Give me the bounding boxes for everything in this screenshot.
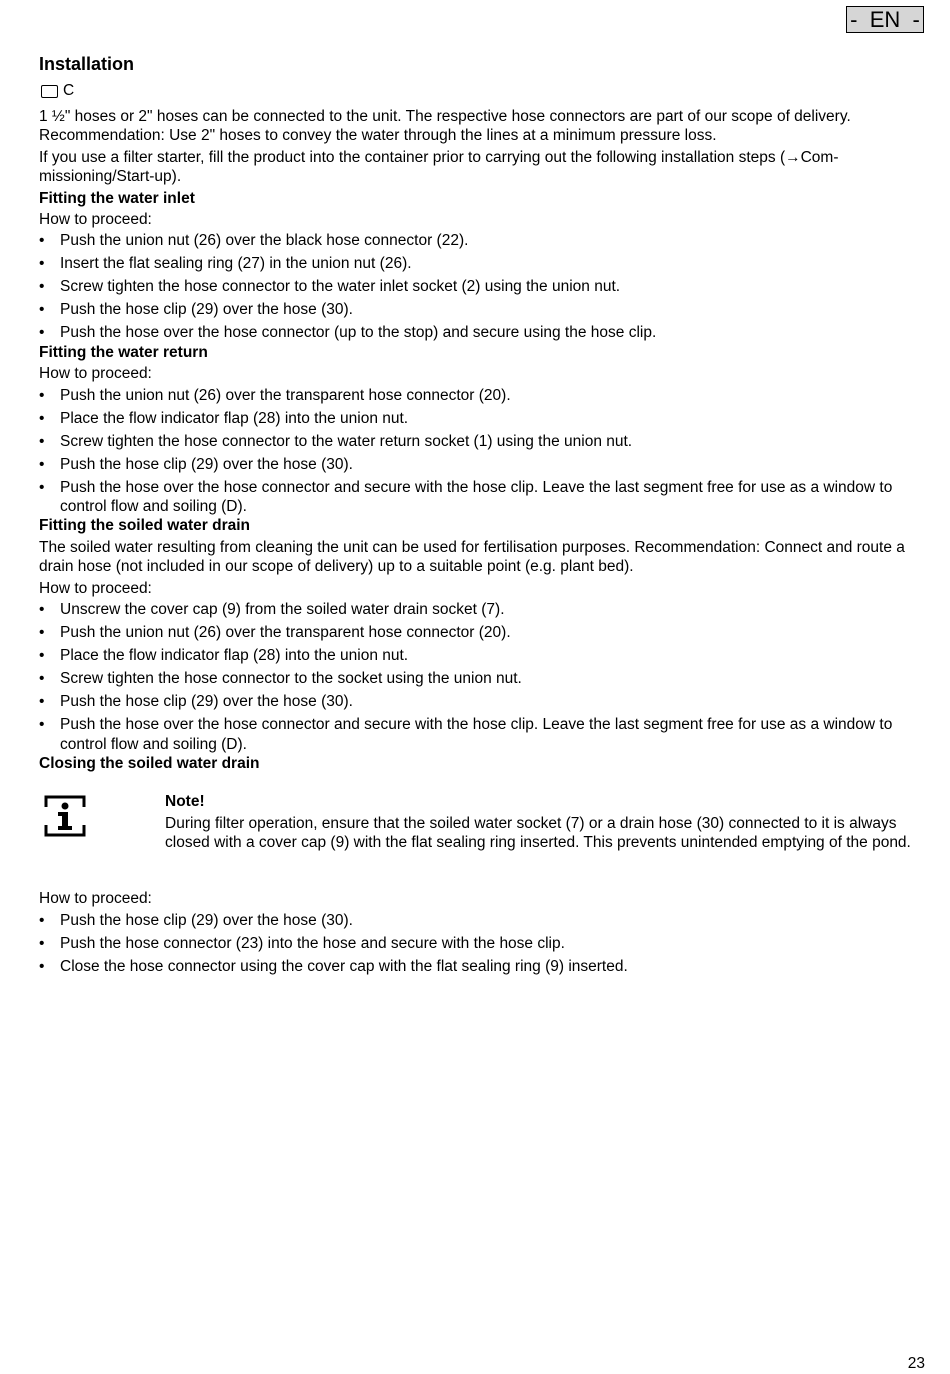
- list-item: • Close the hose connector using the cover cap with the flat sealing ring (9) inserted.: [39, 957, 929, 976]
- step-list: [39, 911, 929, 976]
- step-list: [39, 386, 929, 517]
- section-lead: How to proceed:: [39, 579, 152, 597]
- list-item: • Push the hose connector (23) into the hose and secure with the hose clip.: [39, 934, 929, 953]
- list-item: • Push the hose clip (29) over the hose (30).: [39, 911, 929, 930]
- section-body: The soiled water resulting from cleaning the unit can be used for fertilisation purposes. Recommendation: Connect and route a drain hose (not included in our scope of delivery) up to a suitable point (e.g. plant bed).: [39, 538, 905, 576]
- section-title: Fitting the water inlet: [39, 189, 195, 207]
- step-list: [39, 600, 929, 754]
- step-list: [39, 231, 929, 342]
- list-item: • Push the hose clip (29) over the hose (30).: [39, 692, 929, 711]
- intro-paragraph: If you use a filter starter, fill the product into the container prior to carrying out the following installation steps (→Com-missioning/Start-up).: [39, 148, 839, 186]
- language-tag: - EN -: [846, 6, 924, 33]
- list-item: • Push the hose over the hose connector (up to the stop) and secure using the hose clip.: [39, 323, 929, 342]
- note-box: [39, 779, 929, 889]
- figure-box-icon: [41, 85, 58, 98]
- list-item: • Screw tighten the hose connector to the socket using the union nut.: [39, 669, 929, 688]
- list-item: • Push the hose clip (29) over the hose (30).: [39, 455, 929, 474]
- list-item: • Push the hose over the hose connector and secure with the hose clip. Leave the last segment free for use as a window to control flow and soiling (D).: [39, 715, 929, 754]
- note-title: Note!: [165, 793, 205, 811]
- list-item: • Screw tighten the hose connector to the water inlet socket (2) using the union nut.: [39, 277, 929, 296]
- section-title: Fitting the water return: [39, 343, 208, 361]
- section-title: Closing the soiled water drain: [39, 754, 260, 772]
- list-item: • Place the flow indicator flap (28) into the union nut.: [39, 646, 929, 665]
- list-item: • Screw tighten the hose connector to the water return socket (1) using the union nut.: [39, 432, 929, 451]
- list-item: • Insert the flat sealing ring (27) in the union nut (26).: [39, 254, 929, 273]
- list-item: • Unscrew the cover cap (9) from the soiled water drain socket (7).: [39, 600, 929, 619]
- page-content: [39, 53, 929, 980]
- list-item: • Push the hose clip (29) over the hose (30).: [39, 300, 929, 319]
- section-title: Fitting the soiled water drain: [39, 517, 250, 535]
- list-item: • Push the union nut (26) over the black hose connector (22).: [39, 231, 929, 250]
- list-item: • Push the union nut (26) over the transparent hose connector (20).: [39, 623, 929, 642]
- note-text: During filter operation, ensure that the soiled water socket (7) or a drain hose (30) connected to it is always closed with a cover cap (9) with the flat sealing ring inserted. This prevents unintended emptying of the pond.: [165, 814, 911, 852]
- section-lead: How to proceed:: [39, 890, 152, 908]
- section-lead: How to proceed:: [39, 365, 152, 383]
- figure-reference-label: C: [63, 82, 75, 99]
- page-number: 23: [907, 1355, 925, 1372]
- list-item: • Push the union nut (26) over the transparent hose connector (20).: [39, 386, 929, 405]
- intro-paragraph: 1 ½" hoses or 2" hoses can be connected to the unit. The respective hose connectors are part of our scope of delivery. Recommendation: Use 2" hoses to convey the water through the lines at a minimum pressure loss.: [39, 108, 851, 145]
- section-lead: How to proceed:: [39, 211, 152, 229]
- figure-reference: [39, 81, 929, 101]
- info-icon: [44, 795, 86, 842]
- page-heading: Installation: [39, 54, 135, 74]
- list-item: • Place the flow indicator flap (28) into the union nut.: [39, 409, 929, 428]
- list-item: • Push the hose over the hose connector and secure with the hose clip. Leave the last segment free for use as a window to control flow and soiling (D).: [39, 478, 929, 517]
